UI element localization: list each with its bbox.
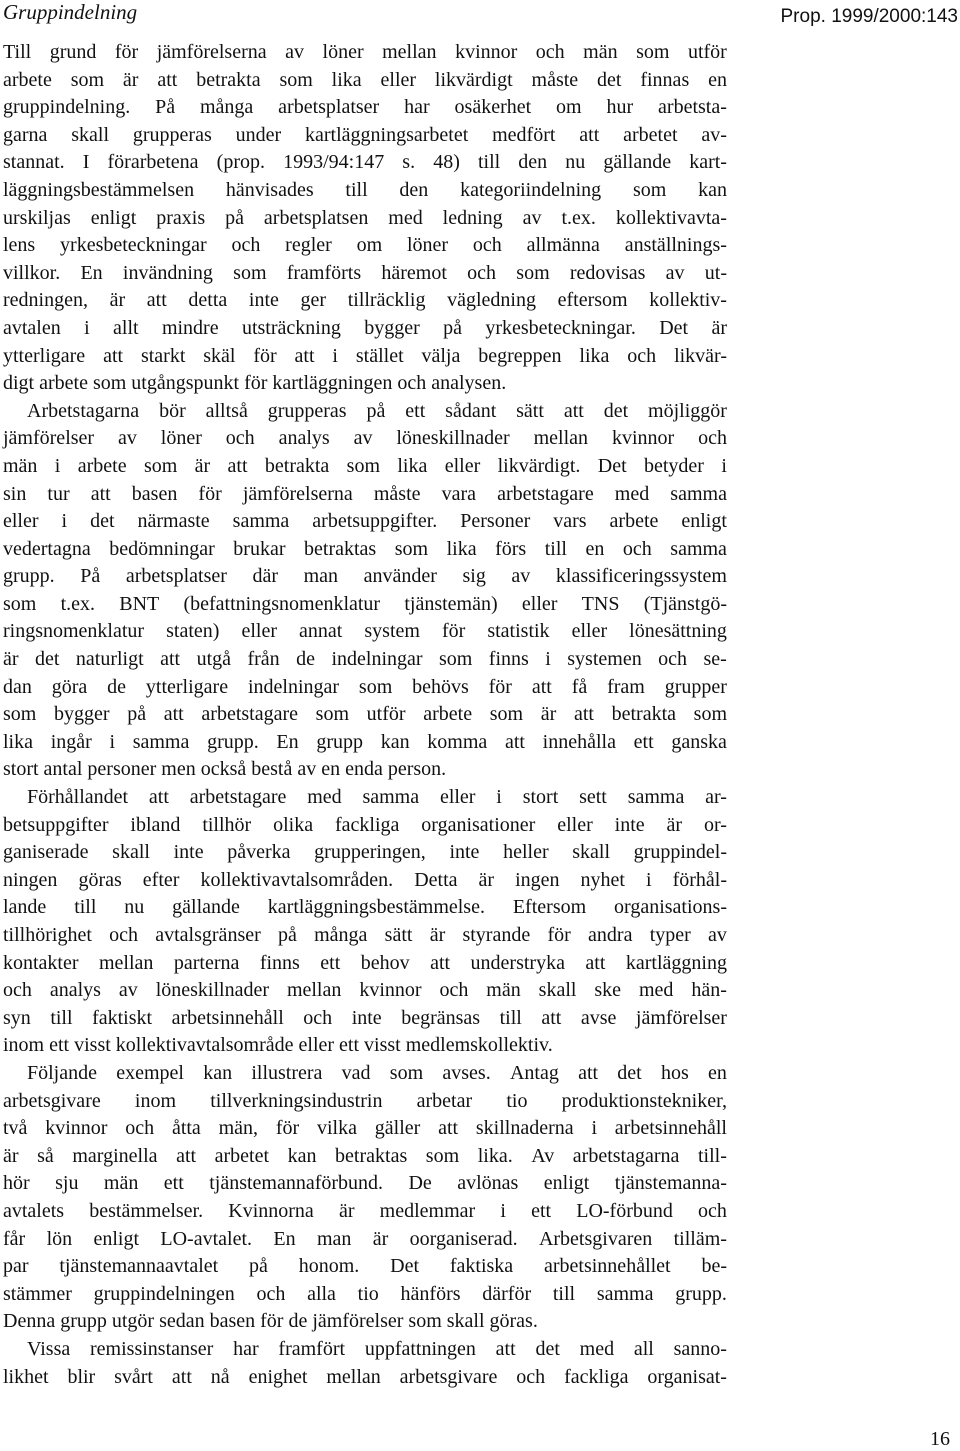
text-line: likhet blir svårt att nå enighet mellan arbetsgivare och fackliga organisat-	[3, 1365, 727, 1388]
text-line: stort antal personer men också bestå av en enda person.	[3, 758, 447, 781]
text-line: Denna grupp utgör sedan basen för de jämförelser som skall göras.	[3, 1310, 538, 1333]
text-line: lika ingår i samma grupp. En grupp kan komma att innehålla ett ganska	[3, 730, 727, 753]
text-line: Arbetstagarna bör alltså grupperas på ett sådant sätt att det möjliggör	[27, 399, 727, 422]
text-line: två kvinnor och åtta män, för vilka gäller att skillnaderna i arbetsinnehåll	[3, 1117, 727, 1140]
text-line: eller i det närmaste samma arbetsuppgifter. Personer vars arbete enligt	[3, 510, 727, 533]
text-line: par tjänstemannaavtalet på honom. Det faktiska arbetsinnehållet be-	[3, 1255, 727, 1278]
text-line: tillhörighet och avtalsgränser på många sätt är styrande för andra typer av	[3, 924, 727, 946]
text-line: ringsnomenklatur staten) eller annat system för statistik eller lönesättning	[3, 620, 727, 643]
running-head: Gruppindelning	[3, 0, 138, 24]
text-line: lens yrkesbeteckningar och regler om löner och allmänna anställnings-	[3, 234, 727, 257]
text-line: redningen, är att detta inte ger tillräcklig vägledning eftersom kollektiv-	[3, 289, 727, 312]
body-text	[3, 39, 727, 1391]
text-line: villkor. En invändning som framförts häremot och som redovisas av ut-	[3, 261, 727, 284]
text-line: Följande exempel kan illustrera vad som avses. Antag att det hos en	[27, 1061, 727, 1084]
text-line: lande till nu gällande kartläggningsbestämmelse. Eftersom organisations-	[3, 896, 727, 919]
proposition-reference: Prop. 1999/2000:143	[780, 6, 958, 27]
text-line: sin tur att basen för jämförelserna måste vara arbetstagare med samma	[3, 482, 727, 505]
text-line: män i arbete som är att betrakta som lika eller likvärdigt. Det betyder i	[3, 454, 727, 477]
text-line: avtalen i allt mindre utsträckning bygger på yrkesbeteckningar. Det är	[3, 316, 727, 339]
text-line: och analys av löneskillnader mellan kvinnor och män skall ske med hän-	[3, 979, 727, 1002]
text-line: vedertagna bedömningar brukar betraktas som lika förs till en och samma	[3, 537, 727, 560]
text-line: Till grund för jämförelserna av löner mellan kvinnor och män som utför	[3, 41, 727, 63]
text-line: gruppindelning. På många arbetsplatser har osäkerhet om hur arbetsta-	[3, 96, 727, 119]
text-line: arbete som är att betrakta som lika eller likvärdigt måste det finnas en	[3, 68, 727, 91]
text-line: får lön enligt LO-avtalet. En man är oorganiserad. Arbetsgivaren tilläm-	[3, 1227, 727, 1250]
page-number: 16	[930, 1428, 950, 1450]
text-line: läggningsbestämmelsen hänvisades till den kategoriindelning som kan	[3, 178, 727, 201]
text-line: betsuppgifter ibland tillhör olika fackliga organisationer eller inte är or-	[3, 813, 727, 836]
text-line: syn till faktiskt arbetsinnehåll och inte begränsas till att avse jämförelser	[3, 1006, 727, 1029]
text-line: grupp. På arbetsplatser där man använder sig av klassificeringssystem	[3, 565, 727, 588]
text-line: kontakter mellan parterna finns ett behov att understryka att kartläggning	[3, 951, 727, 974]
text-line: är det naturligt att utgå från de indelningar som finns i systemen och se-	[3, 648, 727, 671]
text-line: som bygger på att arbetstagare som utför arbete som är att betrakta som	[3, 703, 727, 726]
text-line: Vissa remissinstanser har framfört uppfattningen att det med all sanno-	[27, 1337, 727, 1360]
text-line: arbetsgivare inom tillverkningsindustrin arbetar tio produktionstekniker,	[3, 1089, 727, 1112]
text-line: digt arbete som utgångspunkt för kartläggningen och analysen.	[3, 372, 507, 395]
text-line: ganiserade skall inte påverka grupperingen, inte heller skall gruppindel-	[3, 841, 727, 864]
text-line: hör sju män ett tjänstemannaförbund. De avlönas enligt tjänstemanna-	[3, 1172, 727, 1195]
text-line: dan göra de ytterligare indelningar som behövs för att få fram grupper	[3, 675, 727, 698]
text-line: Förhållandet att arbetstagare med samma eller i stort sett samma ar-	[27, 786, 727, 809]
text-line: stannat. I förarbetena (prop. 1993/94:147 s. 48) till den nu gällande kart-	[3, 151, 727, 174]
text-line: urskiljas enligt praxis på arbetsplatsen med ledning av t.ex. kollektivavta-	[3, 206, 727, 229]
text-line: ningen göras efter kollektivavtalsområden. Detta är ingen nyhet i förhål-	[3, 868, 727, 891]
text-line: som t.ex. BNT (befattningsnomenklatur tjänstemän) eller TNS (Tjänstgö-	[3, 592, 727, 615]
text-line: inom ett visst kollektivavtalsområde eller ett visst medlemskollektiv.	[3, 1034, 553, 1057]
text-line: är så marginella att arbetet kan betraktas som lika. Av arbetstagarna till-	[3, 1144, 727, 1167]
text-line: stämmer gruppindelningen och alla tio hänförs därför till samma grupp.	[3, 1282, 727, 1305]
text-line: ytterligare att starkt skäl för att i stället välja begreppen lika och likvär-	[3, 344, 727, 367]
text-line: avtalets bestämmelser. Kvinnorna är medlemmar i ett LO-förbund och	[3, 1199, 727, 1222]
text-line: garna skall grupperas under kartläggningsarbetet medfört att arbetet av-	[3, 123, 727, 146]
text-line: jämförelser av löner och analys av löneskillnader mellan kvinnor och	[3, 427, 727, 450]
